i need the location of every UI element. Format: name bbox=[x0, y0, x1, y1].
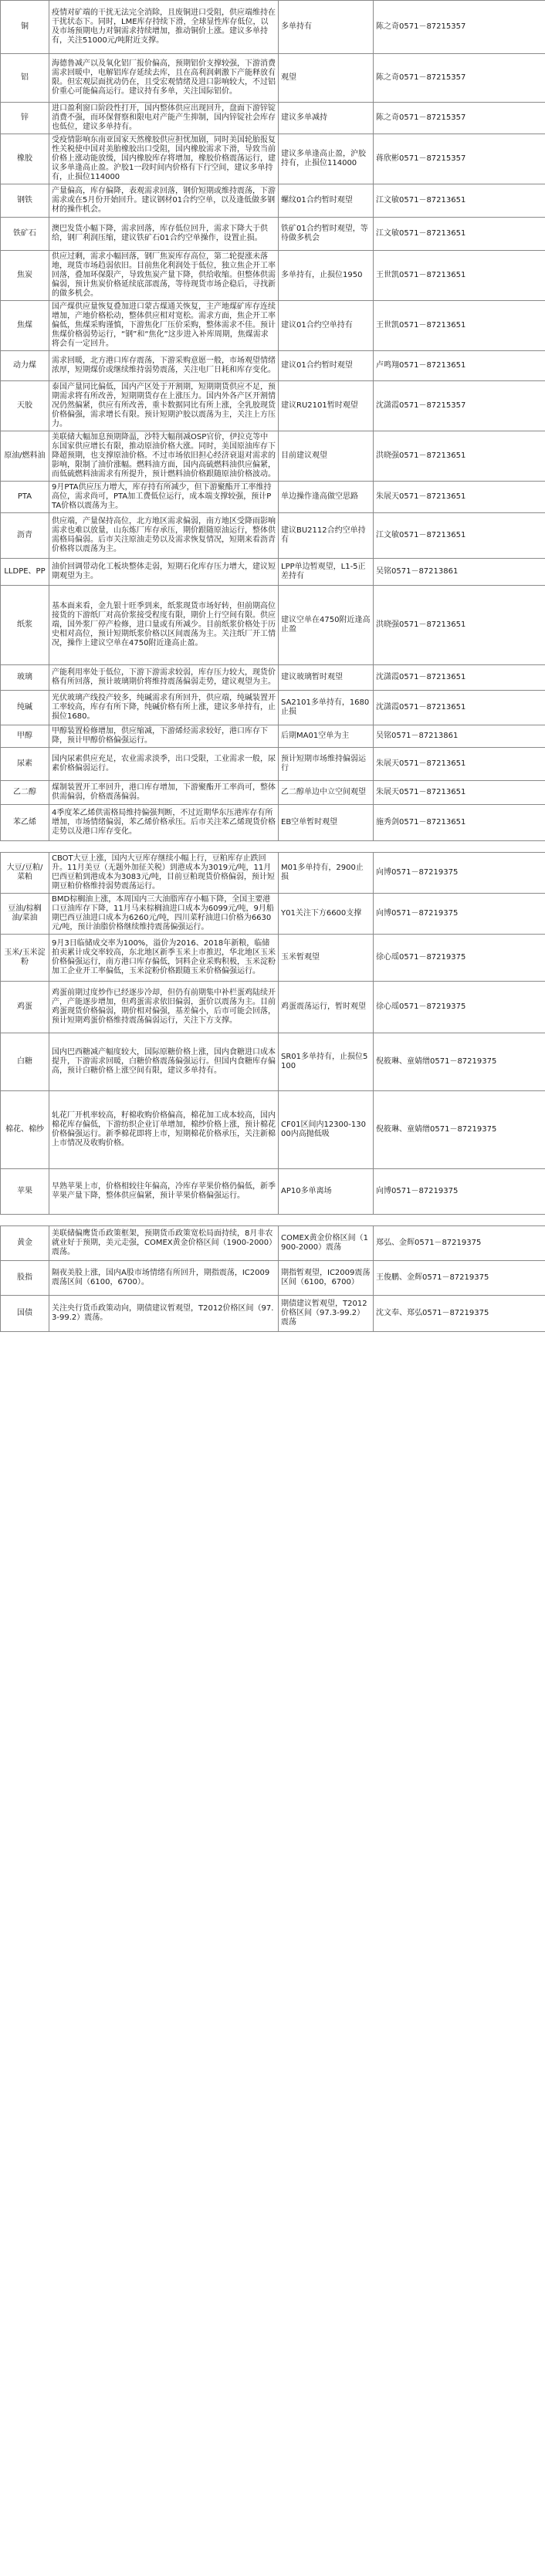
market-analysis: 国内尿素供应充足，农业需求淡季，出口受限，工业需求一般，尿素价格偏弱运行。 bbox=[49, 748, 279, 781]
analyst-contact: 朱展天0571－87213651 bbox=[374, 781, 545, 805]
commodity-name: 沥青 bbox=[1, 513, 49, 559]
section-gap-cell bbox=[1, 1215, 545, 1226]
commodity-name: 铜 bbox=[1, 1, 49, 54]
commodity-name: 铝 bbox=[1, 54, 49, 103]
strategy-view: LPP单边暂观望，L1-5正差持有 bbox=[279, 559, 374, 586]
analyst-contact: 陈之奇0571－87215357 bbox=[374, 1, 545, 54]
market-analysis: 澳巴发货小幅下降，需求回落，库存低位回升，需求下降大于供给，钢厂利润压缩，建议铁矿石01合约空单操作，设置止损。 bbox=[49, 218, 279, 251]
analyst-contact: 施秀剑0571－87213651 bbox=[374, 805, 545, 841]
commodity-name: PTA bbox=[1, 482, 49, 513]
analyst-contact: 江文敏0571－87213651 bbox=[374, 513, 545, 559]
commodity-name: 焦煤 bbox=[1, 301, 49, 351]
section-gap bbox=[1, 1215, 545, 1226]
strategy-view: COMEX黄金价格区间（1900-2000）震荡 bbox=[279, 1226, 374, 1261]
analyst-contact: 倪筱琳、童婧缯0571－87219375 bbox=[374, 1091, 545, 1169]
table-row bbox=[1, 1226, 545, 1261]
table-row bbox=[1, 1169, 545, 1215]
commodity-name: 苯乙烯 bbox=[1, 805, 49, 841]
table-row bbox=[1, 748, 545, 781]
commodity-name: 股指 bbox=[1, 1261, 49, 1296]
analyst-contact: 沈潇霞0571－87215357 bbox=[374, 381, 545, 431]
market-analysis: CBOT大豆上涨，国内大豆库存继续小幅上行，豆粕库存止跌回升。11月美豆（无题外加征关税）到港成本为3019元/吨，11月巴西豆粕到港成本为3083元/吨，目前豆粕现货价格偏弱，预计短期豆粕价格维持弱势震荡运行。 bbox=[49, 853, 279, 894]
commodity-name: 玻璃 bbox=[1, 665, 49, 691]
analyst-contact: 洪晓强0571－87213651 bbox=[374, 586, 545, 665]
table-row bbox=[1, 1, 545, 54]
table-row bbox=[1, 1261, 545, 1296]
strategy-view: 单边操作逢高做空思路 bbox=[279, 482, 374, 513]
table-row bbox=[1, 1091, 545, 1169]
commodity-name: 钢铁 bbox=[1, 184, 49, 218]
strategy-view: 观望 bbox=[279, 54, 374, 103]
table-row bbox=[1, 431, 545, 482]
commodity-name: 动力煤 bbox=[1, 351, 49, 381]
commodity-name: 豆油/棕榈油/菜油 bbox=[1, 894, 49, 935]
table-row bbox=[1, 482, 545, 513]
analyst-contact: 沈潇霞0571－87213651 bbox=[374, 691, 545, 725]
market-analysis: 进口盈利窗口阶段性打开，国内整体供应出现回升，盘面下游锌锭消费不强，而环保督察和限电对产能产生抑制，国内锌锭社会库存也低位，建议多单持有。 bbox=[49, 103, 279, 134]
analyst-contact: 郑弘、金辉0571－87219375 bbox=[374, 1226, 545, 1261]
market-analysis: 煤制装置开工率回升，港口库存增加，下游聚酯开工率尚可，整体供需偏弱，价格震荡偏弱。 bbox=[49, 781, 279, 805]
market-analysis: 油价回调带动化工板块整体走弱，短期石化库存压力增大，建议短期观望为主。 bbox=[49, 559, 279, 586]
strategy-view: 多单持有，止损位1950 bbox=[279, 251, 374, 301]
market-analysis: 受疫情影响东南亚国家天然橡胶供应担忧加剧，同时美国轮胎报复性关税使中国对美胎橡胶出口受阻，国内橡胶需求下滑，导致当前价格上涨动能放缓，国内橡胶库存将增加，橡胶价格震荡运行，建议多单逢高止盈。沪胶1一段时间内价格有下行空间，建议多单持有，止损位114000 bbox=[49, 134, 279, 184]
commodity-name: 纯碱 bbox=[1, 691, 49, 725]
commodity-name: 焦炭 bbox=[1, 251, 49, 301]
analyst-contact: 王俊鹏、金辉0571－87219375 bbox=[374, 1261, 545, 1296]
commodity-name: 黄金 bbox=[1, 1226, 49, 1261]
strategy-view: 建议RU2101暂时观望 bbox=[279, 381, 374, 431]
table-row bbox=[1, 559, 545, 586]
strategy-view: 玉米暂观望 bbox=[279, 935, 374, 982]
strategy-view: EB空单暂时观望 bbox=[279, 805, 374, 841]
market-analysis: 9月3日临储成交率为100%，溢价为2016、2018年新粮，临储拍卖累计成交率较高，东北地区新季玉米上市推迟，华北地区玉米价格偏强运行，南方港口库存偏低，饲料企业采购积极，玉米淀粉加工企业开工率偏低，玉米淀粉价格跟随玉米价格偏强运行。 bbox=[49, 935, 279, 982]
market-analysis: 4季度苯乙烯供需格局维持偏强判断，不过近期华东压港库存有所增加，市场情绪偏弱，苯乙烯价格承压。后市关注苯乙烯现货价格走势以及港口库存变化。 bbox=[49, 805, 279, 841]
analyst-contact: 沈文奉、郑弘0571－87219375 bbox=[374, 1296, 545, 1332]
strategy-view: 建议01合约暂时观望 bbox=[279, 351, 374, 381]
analyst-contact: 江文敏0571－87213651 bbox=[374, 218, 545, 251]
commodity-name: 乙二醇 bbox=[1, 781, 49, 805]
market-analysis: 美联储大幅加息预期降温，沙特大幅削减OSP官价，伊拉克等中东国家供应增长有限，推动原油价格大涨。同时，美国原油库存下降超预期，也支撑原油价格。不过市场依旧担心经济衰退对需求的影响，限制了油价涨幅。燃料油方面，国内高硫燃料油供应偏紧，而低硫燃料油需求有所提升，预计燃料油价格跟随原油价格波动。 bbox=[49, 431, 279, 482]
market-analysis: 泰国产量同比偏低，国内产区处于开割期，短期期货供应不足，预期需求将有所改善，短期期货存在上涨压力。国内外各产区开割情况仍然偏紧，供应有所改善，重卡数据同比有所上涨，全乳胶现货价格偏强，需求增长有限。预计短期沪胶以震荡为主，关注上方压力。 bbox=[49, 381, 279, 431]
market-analysis: 海德鲁减产以及氧化铝厂报价偏高，预期铝价支撑较强，下游消费需求回暖中，电解铝库存延续去库，且在高利润刺激下产能释放有限。但宏观层面扰动仍在，且受宏观情绪及进口影响较大，不过铝价重心可能偏高运行。建议持有多单，关注国际铝价。 bbox=[49, 54, 279, 103]
table-row bbox=[1, 134, 545, 184]
table-row bbox=[1, 1033, 545, 1091]
strategy-view: 建议BU2112合约空单持有 bbox=[279, 513, 374, 559]
strategy-view: 后期MA01空单为主 bbox=[279, 725, 374, 748]
strategy-view: 建议玻璃暂时观望 bbox=[279, 665, 374, 691]
market-analysis: 产能利用率处于低位，下游下游需求较弱，库存压力较大，现货价格有所回落，预计玻璃期价将维持震荡偏弱走势，建议观望为主。 bbox=[49, 665, 279, 691]
table-row bbox=[1, 1296, 545, 1332]
market-analysis: 早熟苹果上市，价格相较往年偏高，冷库存苹果价格仍偏低，新季苹果产量下降，整体供应偏紧，预计苹果价格偏强运行。 bbox=[49, 1169, 279, 1215]
strategy-view: 铁矿01合约暂时观望，等待做多机会 bbox=[279, 218, 374, 251]
strategy-view: SR01多单持有，止损位5100 bbox=[279, 1033, 374, 1091]
commodity-name: 国债 bbox=[1, 1296, 49, 1332]
market-analysis: 轧花厂开机率较高，籽棉收购价格偏高，棉花加工成本较高，国内棉花库存偏低，下游纺织企业订单增加，棉纱价格上涨，预计棉花价格偏强运行。新季棉花即将上市，短期棉花价格承压，关注新棉上市情况及收购价格。 bbox=[49, 1091, 279, 1169]
market-analysis: 供应端，产量保持高位，北方地区需求偏弱，南方地区受降雨影响需求也难以放量，山东炼厂库存承压，期价跟随原油运行，整体供需格局偏弱。后市关注原油走势以及需求恢复情况，短期来看沥青价格将以震荡为主。 bbox=[49, 513, 279, 559]
analyst-contact: 吴铭0571－87213861 bbox=[374, 725, 545, 748]
market-analysis: 供应过剩，需求小幅回落，钢厂焦炭库存高位，第二轮提涨未落地，现货市场趋弱依旧。目前焦化利润处于低位，独立焦企开工率回落，叠加环保限产，导致焦炭产量下降，供给收缩。但整体供需偏弱，预计焦炭价格延续底部震荡，等待现货市场企稳后，寻找新的做多机会。 bbox=[49, 251, 279, 301]
commodity-name: 甲醇 bbox=[1, 725, 49, 748]
analyst-contact: 蒋欣彬0571－87215357 bbox=[374, 134, 545, 184]
analyst-contact: 朱展天0571－87213651 bbox=[374, 748, 545, 781]
table-row bbox=[1, 805, 545, 841]
table-row bbox=[1, 853, 545, 894]
strategy-view: 鸡蛋震荡运行，暂时观望 bbox=[279, 982, 374, 1033]
section-gap-cell bbox=[1, 841, 545, 853]
strategy-view: 建议多单减持 bbox=[279, 103, 374, 134]
market-analysis: 隔夜美股上涨，国内A股市场情绪有所回升，期指震荡，IC2009震荡区间（6100，6700）。 bbox=[49, 1261, 279, 1296]
strategy-view: 建议多单逢高止盈，沪胶持有，止损位114000 bbox=[279, 134, 374, 184]
table-row bbox=[1, 781, 545, 805]
analyst-contact: 徐心瑶0571－87219375 bbox=[374, 935, 545, 982]
market-analysis: BMD棕榈油上涨，本周国内三大油脂库存小幅下降，全国主要港口豆油库存下降，11月马来棕榈油进口成本为6099元/吨，9月船期巴西豆油进口成本为6260元/吨，四川菜籽油进口价格为6630元/吨，预计油脂价格继续维持震荡偏强运行。 bbox=[49, 894, 279, 935]
table-row bbox=[1, 513, 545, 559]
market-analysis: 需求回暖，北方港口库存震荡，下游采购意愿一般，市场观望情绪浓厚，短期煤价或继续维持弱势震荡，关注电厂日耗和库存变化。 bbox=[49, 351, 279, 381]
strategy-view: 目前建议观望 bbox=[279, 431, 374, 482]
strategy-view: SA2101多单持有，1680止损 bbox=[279, 691, 374, 725]
analyst-contact: 倪筱琳、童婧缯0571－87219375 bbox=[374, 1033, 545, 1091]
strategy-view: 多单持有 bbox=[279, 1, 374, 54]
commodity-name: 棉花、棉纱 bbox=[1, 1091, 49, 1169]
commodity-name: 天胶 bbox=[1, 381, 49, 431]
table-row bbox=[1, 184, 545, 218]
table-row bbox=[1, 218, 545, 251]
market-analysis: 美联储偏鹰货币政策框架，预期货币政策宽松局面持续，8月非农就业好于预期，美元走强，COMEX黄金价格区间（1900-2000）震荡。 bbox=[49, 1226, 279, 1261]
analyst-contact: 向博0571－87219375 bbox=[374, 1169, 545, 1215]
analyst-contact: 向博0571－87219375 bbox=[374, 853, 545, 894]
table-row bbox=[1, 251, 545, 301]
strategy-view: AP10多单离场 bbox=[279, 1169, 374, 1215]
analyst-contact: 卢鸣翔0571－87213651 bbox=[374, 351, 545, 381]
analyst-contact: 朱展天0571－87213651 bbox=[374, 482, 545, 513]
table-row bbox=[1, 982, 545, 1033]
table-row bbox=[1, 351, 545, 381]
analyst-contact: 江文敏0571－87213651 bbox=[374, 184, 545, 218]
analyst-contact: 陈之奇0571－87215357 bbox=[374, 103, 545, 134]
table-row bbox=[1, 935, 545, 982]
strategy-view: M01多单持有，2900止损 bbox=[279, 853, 374, 894]
market-analysis: 关注央行货币政策动向，期债建议暂观望，T2012价格区间（97.3-99.2）震荡。 bbox=[49, 1296, 279, 1332]
table-row bbox=[1, 381, 545, 431]
analyst-contact: 向博0571－87219375 bbox=[374, 894, 545, 935]
table-row bbox=[1, 894, 545, 935]
analyst-contact: 陈之奇0571－87215357 bbox=[374, 54, 545, 103]
table-row bbox=[1, 54, 545, 103]
market-analysis: 9月PTA供应压力增大，库存持有所减少，但下游聚酯开工率维持高位，需求尚可，PTA加工费低位运行，成本端支撑较强，预计PTA价格以震荡为主。 bbox=[49, 482, 279, 513]
commodity-name: LLDPE、PP bbox=[1, 559, 49, 586]
commodity-name: 鸡蛋 bbox=[1, 982, 49, 1033]
market-analysis: 国内巴西糖减产幅度较大，国际原糖价格上涨，国内食糖进口成本提升，下游需求回暖，白糖价格震荡偏强运行。但国内食糖库存偏高，预计白糖价格上涨空间有限，建议多单持有。 bbox=[49, 1033, 279, 1091]
analyst-contact: 吴铭0571－87213861 bbox=[374, 559, 545, 586]
table-row bbox=[1, 301, 545, 351]
strategy-view: 螺纹01合约暂时观望 bbox=[279, 184, 374, 218]
commodity-name: 纸浆 bbox=[1, 586, 49, 665]
commodity-name: 铁矿石 bbox=[1, 218, 49, 251]
commodity-name: 尿素 bbox=[1, 748, 49, 781]
commodity-name: 橡胶 bbox=[1, 134, 49, 184]
analyst-contact: 王世凯0571－87213651 bbox=[374, 251, 545, 301]
strategy-view: 建议01合约空单持有 bbox=[279, 301, 374, 351]
table-row bbox=[1, 725, 545, 748]
strategy-view: 预计短期市场维持偏弱运行 bbox=[279, 748, 374, 781]
commodity-name: 玉米/玉米淀粉 bbox=[1, 935, 49, 982]
market-analysis: 基本面来看，金九银十旺季到来，纸浆现货市场好转，但前期高位接货的下游纸厂对高价浆接受程度有限，期价上行空间有限。供应端，国外浆厂停产检修，进口量或有所减少。目前纸浆价格处于历史相对高位，预计短期纸浆价格以区间震荡为主。关注纸厂开工情况，操作上建议空单在4750附近逢高止盈。 bbox=[49, 586, 279, 665]
strategy-view: CF01区间内12300-13000内高抛低吸 bbox=[279, 1091, 374, 1169]
analyst-contact: 洪晓强0571－87213651 bbox=[374, 431, 545, 482]
table-row bbox=[1, 665, 545, 691]
market-analysis: 国产煤供应量恢复叠加进口蒙古煤通关恢复，主产地煤矿库存连续增加，产地价格松动，整体供应相对宽松。需求方面，焦企开工率偏低，焦煤采购谨慎，下游焦化厂压价采购，整体需求不佳。预计焦煤价格弱势运行，“钢”和“焦化”这步进入补库周期，焦煤需求将会有一定回升。 bbox=[49, 301, 279, 351]
market-analysis: 光伏玻璃产线投产较多，纯碱需求有所回升，供应端，纯碱装置开工率较高，库存有所下降，纯碱价格有所上涨，建议多单持有，止损位1680。 bbox=[49, 691, 279, 725]
market-analysis: 甲醇装置检修增加，供应缩减，下游烯烃需求较好，港口库存下降，预计甲醇价格偏强运行。 bbox=[49, 725, 279, 748]
commodity-name: 锌 bbox=[1, 103, 49, 134]
table-row bbox=[1, 586, 545, 665]
market-analysis: 疫情对矿端的干扰无法完全消除，且废铜进口受阻，供应端维持在干扰状态下。同时，LME库存持续下滑，全球显性库存低位，以及市场预期电力对铜需求持续增加，推动铜价上涨。建议多单持有，关注51000元/吨附近支撑。 bbox=[49, 1, 279, 54]
table-row bbox=[1, 103, 545, 134]
strategy-view: 建议空单在4750附近逢高止盈 bbox=[279, 586, 374, 665]
analyst-contact: 沈潇霞0571－87213651 bbox=[374, 665, 545, 691]
commodity-name: 白糖 bbox=[1, 1033, 49, 1091]
market-analysis: 鸡蛋前期过度炒作已经逐步冷却，但仍有前期集中补栏蛋鸡陆续开产，产能逐步增加，但鸡蛋需求依旧偏弱，蛋价以震荡为主。目前鸡蛋现货价格偏弱，期价相对偏强，基差偏小，后市可能会回落，预计短期鸡蛋价格维持震荡偏弱运行，关注下方支撑。 bbox=[49, 982, 279, 1033]
strategy-view: Y01关注下方6600支撑 bbox=[279, 894, 374, 935]
section-gap bbox=[1, 841, 545, 853]
strategy-view: 期指暂观望，IC2009震荡区间（6100，6700） bbox=[279, 1261, 374, 1296]
market-analysis: 产量偏高，库存偏降，表观需求回落，钢价短期或维持震荡，下游需求或在5月份开始回升。建议钢材01合约空单，以及逢低做多钢材的操作机会。 bbox=[49, 184, 279, 218]
commodity-name: 苹果 bbox=[1, 1169, 49, 1215]
analyst-contact: 徐心瑶0571－87219375 bbox=[374, 982, 545, 1033]
analyst-contact: 王世凯0571－87213651 bbox=[374, 301, 545, 351]
commodity-name: 原油/燃料油 bbox=[1, 431, 49, 482]
commodity-name: 大豆/豆粕/菜粕 bbox=[1, 853, 49, 894]
strategy-view: 期债建议暂观望，T2012价格区间（97.3-99.2）震荡 bbox=[279, 1296, 374, 1332]
table-row bbox=[1, 691, 545, 725]
strategy-view: 乙二醇单边中立空间观望 bbox=[279, 781, 374, 805]
